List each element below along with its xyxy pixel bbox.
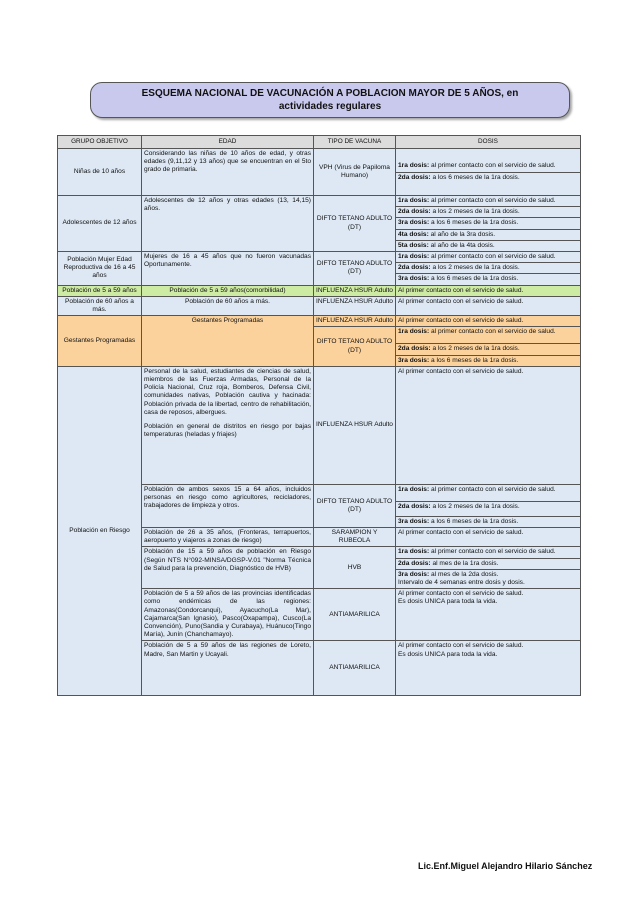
signature: Lic.Enf.Miguel Alejandro Hilario Sánchez bbox=[418, 861, 593, 871]
dosis-line: 1ra dosis: al primer contacto con el servicio de salud. bbox=[396, 161, 580, 172]
vacuna-cell: VPH (Virus de Papiloma Humano) bbox=[314, 149, 396, 196]
dosis-line: 2da dosis: a los 2 meses de la 1ra dosis. bbox=[396, 207, 580, 218]
grupo-cell: Población de 60 años a más. bbox=[58, 296, 142, 315]
edad-cell: Población de 60 años a más. bbox=[142, 296, 314, 315]
table-row-gestantes-1 bbox=[58, 316, 581, 327]
edad-cell: Población de ambos sexos 15 a 64 años, incluidos personas en riesgo como agricultores, recicladores, trabajadores de limpieza y otros. bbox=[142, 484, 314, 527]
dosis-line: 5ta dosis: al año de la 4ta dosis. bbox=[398, 241, 495, 249]
dosis-line: 1ra dosis: al primer contacto con el servicio de salud. bbox=[396, 196, 580, 207]
dosis-line: 2da dosis: a los 2 meses de la 1ra dosis. bbox=[396, 502, 580, 517]
edad-cell: Gestantes Programadas bbox=[142, 316, 314, 367]
dosis-line: 3ra dosis: a los 6 meses de la 1ra dosis. bbox=[398, 275, 519, 283]
vacuna-cell: DIFTO TETANO ADULTO (DT) bbox=[314, 484, 396, 527]
grupo-cell: Población en Riesgo bbox=[58, 366, 142, 696]
dosis-cell: Al primer contacto con el servicio de salud. Es dosis UNICA para toda la vida. bbox=[396, 641, 581, 696]
edad-cell: Adolescentes de 12 años y otras edades (13, 14,15) años. bbox=[142, 196, 314, 252]
vacuna-cell: DIFTO TETANO ADULTO (DT) bbox=[314, 196, 396, 252]
vacuna-cell: INFLUENZA HSUR Adulto bbox=[314, 296, 396, 315]
header-edad: EDAD bbox=[142, 136, 314, 149]
table-row-adolescentes bbox=[58, 196, 581, 252]
edad-text: Personal de la salud, estudiantes de ciencias de salud, miembros de las Fuerzas Armadas, Personal de la Policía Nacional, Cruz roja, Bomberos, Defensa Civil, comunidades nativas, Población cautiva y hacinada: Población privada de la libertad, centro de rehabilitación, casa de reposos, albergues. bbox=[144, 367, 311, 416]
dosis-cell: Al primer contacto con el servicio de salud. Es dosis UNICA para toda la vida. bbox=[396, 589, 581, 641]
dosis-line: 1ra dosis: al primer contacto con el servicio de salud. bbox=[396, 327, 580, 344]
dosis-line: 2da dosis: al mes de la 1ra dosis. bbox=[396, 559, 580, 570]
edad-cell: Población de 5 a 59 años de las regiones de Loreto, Madre, San Martin y Ucayali. bbox=[142, 641, 314, 696]
dosis-line: 3ra dosis: a los 6 meses de la 1ra dosis. bbox=[398, 517, 519, 525]
edad-cell: Población de 5 a 59 años de las provincias identificadas como endémicas de las regiones: Amazonas(Condorcanqui), Ayacucho(La Mar), Cajamarca(San Ignasio), Pasco(Oxapampa), Cusco(La Convención), Puno(Sandia y Curabaya), Huánuco(Tingo María), Junín (Chanchamayo). bbox=[142, 589, 314, 641]
dosis-line: 2da dosis: a los 2 meses de la 1ra dosis. bbox=[396, 263, 580, 274]
dosis-cell: Al primer contacto con el servicio de salud. bbox=[396, 366, 581, 484]
edad-cell: Mujeres de 16 a 45 años que no fueron vacunadas Oportunamente. bbox=[142, 252, 314, 286]
dosis-cell: Al primer contacto con el servicio de salud. bbox=[396, 285, 581, 296]
edad-cell: Población de 5 a 59 años(comorbilidad) bbox=[142, 285, 314, 296]
header-grupo: GRUPO OBJETIVO bbox=[58, 136, 142, 149]
edad-cell bbox=[142, 366, 314, 484]
vacuna-cell: INFLUENZA HSUR Adulto bbox=[314, 316, 396, 327]
vacuna-cell: INFLUENZA HSUR Adulto bbox=[314, 366, 396, 484]
vacuna-cell: HVB bbox=[314, 547, 396, 589]
dosis-cell bbox=[396, 196, 581, 252]
vaccination-table bbox=[57, 135, 581, 696]
grupo-cell: Niñas de 10 años bbox=[58, 149, 142, 196]
table-row-ninas bbox=[58, 149, 581, 196]
table-row-p60 bbox=[58, 296, 581, 315]
dosis-cell bbox=[396, 484, 581, 527]
vacuna-cell: DIFTO TETANO ADULTO (DT) bbox=[314, 327, 396, 366]
title-box bbox=[90, 82, 570, 118]
dosis-line: 3ra dosis: al mes de la 2da dosis. Intervalo de 4 semanas entre dosis y dosis. bbox=[398, 570, 525, 587]
vacuna-cell: INFLUENZA HSUR Adulto bbox=[314, 285, 396, 296]
dosis-cell bbox=[396, 327, 581, 366]
grupo-cell: Población Mujer Edad Reproductiva de 16 a 45 años bbox=[58, 252, 142, 286]
edad-cell: Considerando las niñas de 10 años de edad, y otras edades (9,11,12 y 13 años) que se encuentran en el 5to grado de primaria. bbox=[142, 149, 314, 196]
vacuna-cell: SARAMPION Y RUBEOLA bbox=[314, 528, 396, 547]
dosis-line: 3ra dosis: a los 6 meses de la 1ra dosis. bbox=[396, 218, 580, 229]
dosis-cell: Al primer contacto con el servicio de salud. bbox=[396, 528, 581, 547]
edad-cell: Población de 26 a 35 años, (Fronteras, terrapuertos, aeropuerto y viajeros a zonas de riesgo) bbox=[142, 528, 314, 547]
table-header-row bbox=[58, 136, 581, 149]
grupo-cell: Adolescentes de 12 años bbox=[58, 196, 142, 252]
dosis-line: 2da dosis: a los 2 meses de la 1ra dosis. bbox=[396, 344, 580, 355]
dosis-line: 4ta dosis: al año de la 3ra dosis. bbox=[396, 230, 580, 241]
dosis-cell bbox=[396, 149, 581, 196]
dosis-cell: Al primer contacto con el servicio de salud. bbox=[396, 316, 581, 327]
dosis-line: 1ra dosis: al primer contacto con el servicio de salud. bbox=[396, 485, 580, 502]
title-line-1: ESQUEMA NACIONAL DE VACUNACIÓN A POBLACION MAYOR DE 5 AÑOS, en bbox=[141, 88, 519, 99]
vacuna-cell: ANTIAMARILICA bbox=[314, 589, 396, 641]
dosis-line: 2da dosis: a los 6 meses de la 1ra dosis. bbox=[398, 173, 520, 181]
vacuna-cell: DIFTO TETANO ADULTO (DT) bbox=[314, 252, 396, 286]
grupo-cell: Población de 5 a 59 años bbox=[58, 285, 142, 296]
dosis-cell bbox=[396, 547, 581, 589]
dosis-line: 3ra dosis: a los 6 meses de la 1ra dosis. bbox=[398, 356, 519, 364]
dosis-cell bbox=[396, 252, 581, 286]
header-vacuna: TIPO DE VACUNA bbox=[314, 136, 396, 149]
header-dosis: DOSIS bbox=[396, 136, 581, 149]
table-row-mujer bbox=[58, 252, 581, 286]
grupo-cell: Gestantes Programadas bbox=[58, 316, 142, 367]
vacuna-cell: ANTIAMARILICA bbox=[314, 641, 396, 696]
table-row-p559 bbox=[58, 285, 581, 296]
edad-text: Población en general de distritos en riesgo por bajas temperaturas (heladas y friajes) bbox=[144, 423, 311, 439]
dosis-cell: Al primer contacto con el servicio de salud. bbox=[396, 296, 581, 315]
dosis-line: 1ra dosis: al primer contacto con el servicio de salud. bbox=[396, 547, 580, 558]
dosis-line: 1ra dosis: al primer contacto con el servicio de salud. bbox=[396, 252, 580, 263]
edad-cell: Población de 15 a 59 años de población en Riesgo (Según NTS N°092-MINSA/DGSP-V.01 "Norma Técnica de Salud para la prevención, Diagnóstico de HVB) bbox=[142, 547, 314, 589]
table-row-riesgo-1 bbox=[58, 366, 581, 484]
title-line-2: actividades regulares bbox=[278, 101, 382, 112]
